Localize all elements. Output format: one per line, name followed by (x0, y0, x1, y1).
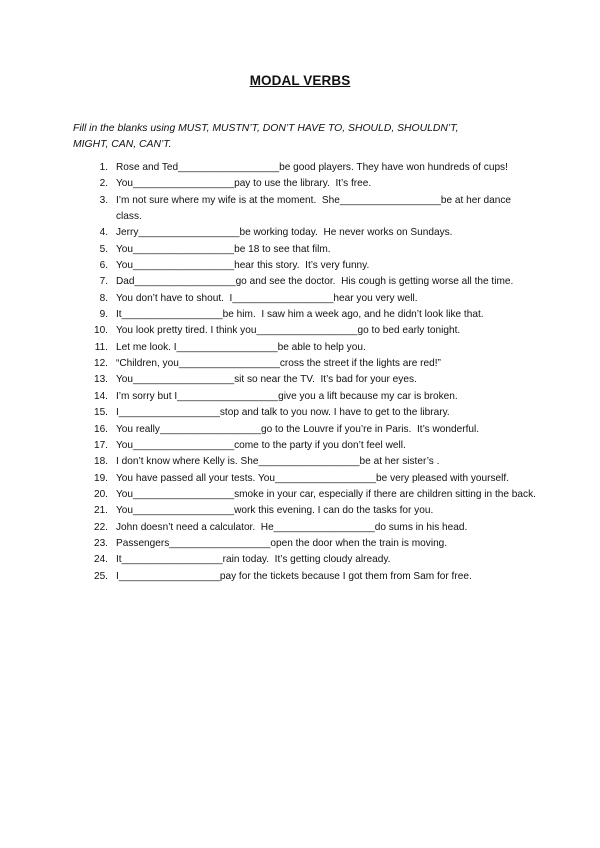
item-number: 18. (93, 456, 108, 468)
item-number: 5. (99, 243, 108, 255)
item-number: 16. (93, 423, 108, 435)
item-number: 22. (93, 521, 108, 533)
item-sentence: Rose and Ted__________________be good players. They have won hundreds of cups! (116, 162, 508, 173)
exercise-item (86, 438, 536, 454)
item-sentence: It__________________rain today. It’s getting cloudy already. (116, 554, 391, 566)
exercise-item (86, 389, 536, 405)
exercise-item (86, 225, 536, 241)
exercise-item (86, 242, 536, 258)
exercise-item (86, 274, 536, 290)
item-sentence: Passengers__________________open the door when the train is moving. (116, 537, 448, 549)
item-sentence: Jerry__________________be working today. He never works on Sundays. (116, 227, 453, 239)
item-number: 10. (93, 325, 108, 337)
exercise-item (86, 307, 536, 323)
item-sentence: You__________________be 18 to see that film. (116, 243, 331, 255)
item-number: 2. (99, 178, 108, 190)
item-number: 14. (93, 390, 108, 402)
item-number: 15. (93, 407, 108, 419)
item-number: 12. (93, 358, 108, 370)
item-sentence: Let me look. I__________________be able to help you. (116, 341, 366, 353)
item-sentence: Dad__________________go and see the doctor. His cough is getting worse all the time. (116, 276, 514, 288)
exercise-item (86, 340, 536, 356)
exercise-item (86, 160, 536, 176)
item-sentence: You__________________work this evening. I can do the tasks for you. (116, 505, 434, 517)
exercise-item (86, 405, 536, 421)
exercise-item (86, 356, 536, 372)
exercise-item (86, 454, 536, 470)
item-sentence: You__________________come to the party if you don’t feel well. (116, 439, 406, 451)
item-number: 6. (99, 260, 108, 272)
item-number: 20. (93, 488, 108, 500)
instructions-line-1: Fill in the blanks using MUST, MUSTN’T, DON’T HAVE TO, SHOULD, SHOULDN’T, (73, 123, 459, 134)
instructions-line-2: MIGHT, CAN, CAN’T. (73, 139, 172, 150)
exercise-item (86, 569, 536, 585)
exercise-item (86, 536, 536, 552)
item-number: 7. (99, 276, 108, 288)
instructions (73, 121, 493, 153)
exercise-item (86, 422, 536, 438)
item-sentence: You look pretty tired. I think you__________________go to bed early tonight. (116, 325, 461, 337)
exercise-item (86, 291, 536, 307)
item-number: 13. (93, 374, 108, 386)
item-number: 23. (93, 537, 108, 549)
item-number: 17. (93, 439, 108, 451)
item-number: 21. (93, 505, 108, 517)
item-sentence: You__________________pay to use the library. It’s free. (116, 178, 372, 190)
item-number: 25. (93, 570, 108, 582)
item-sentence: I’m not sure where my wife is at the moment. She__________________be at her dance class. (116, 194, 514, 223)
exercise-item (86, 176, 536, 192)
item-number: 19. (93, 472, 108, 484)
item-sentence: John doesn’t need a calculator. He__________________do sums in his head. (116, 521, 468, 533)
item-number: 11. (94, 341, 108, 353)
item-number: 3. (99, 194, 108, 206)
exercise-item (86, 487, 536, 503)
exercise-item (86, 503, 536, 519)
exercise-item (86, 471, 536, 487)
page-title: MODAL VERBS (249, 73, 351, 88)
exercise-item (86, 552, 536, 568)
exercise-item (86, 323, 536, 339)
item-number: 4. (99, 227, 108, 239)
item-sentence: You__________________hear this story. It’s very funny. (116, 260, 370, 272)
item-sentence: I__________________stop and talk to you now. I have to get to the library. (116, 407, 450, 419)
item-sentence: You really__________________go to the Louvre if you’re in Paris. It’s wonderful. (116, 423, 480, 435)
exercise-item (86, 372, 536, 388)
item-number: 8. (99, 292, 108, 304)
exercise-item (86, 520, 536, 536)
item-number: 1. (99, 162, 108, 173)
item-number: 9. (99, 309, 108, 321)
item-sentence: You__________________smoke in your car, especially if there are children sitting in the back. (116, 488, 536, 500)
item-sentence: You have passed all your tests. You__________________be very pleased with yourself. (116, 472, 510, 484)
item-sentence: “Children, you__________________cross the street if the lights are red!” (116, 358, 441, 370)
item-sentence: It__________________be him. I saw him a week ago, and he didn’t look like that. (116, 309, 484, 321)
item-sentence: I__________________pay for the tickets because I got them from Sam for free. (116, 570, 472, 582)
exercise-item (86, 193, 536, 226)
item-number: 24. (93, 554, 108, 566)
item-sentence: You don’t have to shout. I__________________hear you very well. (116, 292, 418, 304)
item-sentence: I’m sorry but I__________________give you a lift because my car is broken. (116, 390, 458, 402)
exercise-list (86, 160, 536, 585)
exercise-item (86, 258, 536, 274)
item-sentence: I don’t know where Kelly is. She__________________be at her sister’s . (116, 456, 440, 468)
item-sentence: You__________________sit so near the TV. It’s bad for your eyes. (116, 374, 417, 386)
